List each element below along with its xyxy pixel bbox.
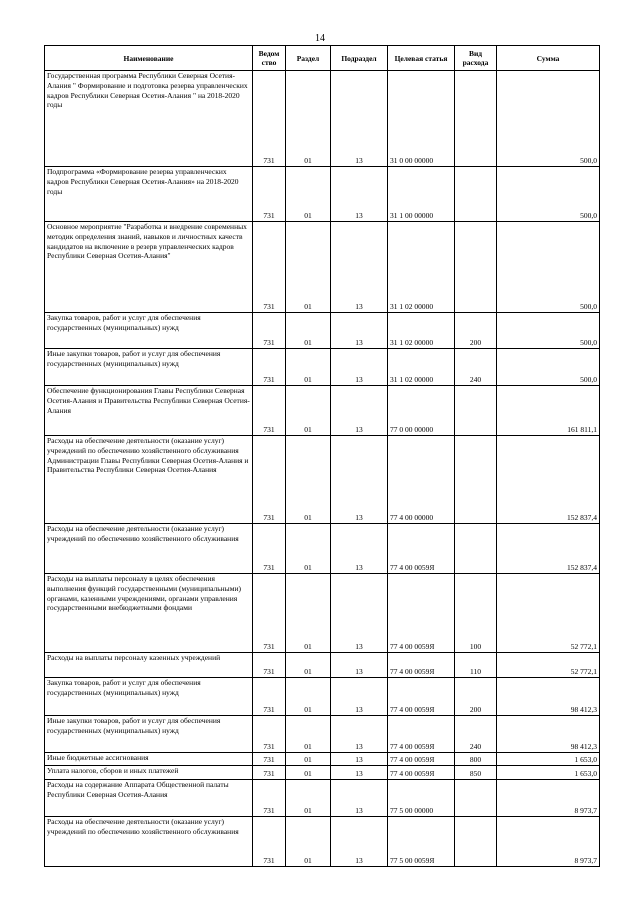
row-subsection: 13 — [331, 574, 388, 653]
row-target: 77 4 00 0059Я — [388, 653, 455, 678]
row-section: 01 — [286, 678, 331, 716]
row-amount: 98 412,3 — [497, 716, 600, 753]
table-row — [45, 71, 600, 167]
header-subsection: Подраздел — [331, 46, 388, 71]
row-target: 77 4 00 0059Я — [388, 574, 455, 653]
row-name: Уплата налогов, сборов и иных платежей — [45, 766, 253, 780]
row-ministry: 731 — [253, 524, 286, 574]
row-target: 77 5 00 00000 — [388, 780, 455, 817]
row-subsection: 13 — [331, 313, 388, 349]
row-subsection: 13 — [331, 524, 388, 574]
row-subsection: 13 — [331, 349, 388, 386]
row-subsection: 13 — [331, 71, 388, 167]
table-row — [45, 313, 600, 349]
row-name: Иные закупки товаров, работ и услуг для обеспечения государственных (муниципальных) нужд — [45, 716, 253, 753]
row-subsection: 13 — [331, 222, 388, 313]
table-row — [45, 766, 600, 780]
row-amount: 500,0 — [497, 313, 600, 349]
row-expense-type: 240 — [455, 349, 497, 386]
row-section: 01 — [286, 766, 331, 780]
header-target: Целевая статья — [388, 46, 455, 71]
row-subsection: 13 — [331, 436, 388, 524]
row-section: 01 — [286, 386, 331, 436]
row-target: 31 1 02 00000 — [388, 349, 455, 386]
row-expense-type: 850 — [455, 766, 497, 780]
row-amount: 52 772,1 — [497, 653, 600, 678]
row-ministry: 731 — [253, 167, 286, 222]
page-number: 14 — [315, 33, 325, 44]
row-amount: 98 412,3 — [497, 678, 600, 716]
table-row — [45, 524, 600, 574]
row-target: 77 4 00 00000 — [388, 436, 455, 524]
row-amount: 52 772,1 — [497, 574, 600, 653]
header-ministry: Ведом ство — [253, 46, 286, 71]
row-amount: 161 811,1 — [497, 386, 600, 436]
row-section: 01 — [286, 313, 331, 349]
table-row — [45, 574, 600, 653]
table-row — [45, 817, 600, 867]
row-subsection: 13 — [331, 167, 388, 222]
row-section: 01 — [286, 524, 331, 574]
row-name: Обеспечение функционирования Главы Республики Северная Осетия-Алания и Правительства Республики Северная Осетия-Алания — [45, 386, 253, 436]
row-subsection: 13 — [331, 753, 388, 766]
row-name: Закупка товаров, работ и услуг для обеспечения государственных (муниципальных) нужд — [45, 313, 253, 349]
row-name: Иные закупки товаров, работ и услуг для обеспечения государственных (муниципальных) нужд — [45, 349, 253, 386]
row-target: 31 1 02 00000 — [388, 222, 455, 313]
row-ministry: 731 — [253, 222, 286, 313]
table-row — [45, 716, 600, 753]
header-name: Наименование — [45, 46, 253, 71]
row-section: 01 — [286, 780, 331, 817]
row-ministry: 731 — [253, 313, 286, 349]
row-target: 77 4 00 0059Я — [388, 766, 455, 780]
header-expense-type: Вид расхода — [455, 46, 497, 71]
row-target: 77 4 00 0059Я — [388, 716, 455, 753]
header-amount: Сумма — [497, 46, 600, 71]
row-name: Иные бюджетные ассигнования — [45, 753, 253, 766]
row-section: 01 — [286, 574, 331, 653]
row-subsection: 13 — [331, 386, 388, 436]
row-expense-type — [455, 71, 497, 167]
row-amount: 8 973,7 — [497, 780, 600, 817]
row-section: 01 — [286, 71, 331, 167]
row-expense-type: 100 — [455, 574, 497, 653]
row-target: 77 4 00 0059Я — [388, 524, 455, 574]
row-ministry: 731 — [253, 780, 286, 817]
row-amount: 152 837,4 — [497, 436, 600, 524]
row-ministry: 731 — [253, 574, 286, 653]
budget-table — [44, 45, 600, 867]
row-name: Расходы на обеспечение деятельности (оказание услуг) учреждений по обеспечению хозяйственного обслуживания Администрации Главы Республики Северная Осетия-Алания и Правительства Республики Северная Осетия-Алания — [45, 436, 253, 524]
row-target: 31 0 00 00000 — [388, 71, 455, 167]
row-section: 01 — [286, 753, 331, 766]
row-target: 77 5 00 0059Я — [388, 817, 455, 867]
row-ministry: 731 — [253, 71, 286, 167]
row-expense-type — [455, 524, 497, 574]
row-expense-type — [455, 780, 497, 817]
table-header-row — [45, 46, 600, 71]
row-expense-type: 110 — [455, 653, 497, 678]
row-ministry: 731 — [253, 817, 286, 867]
row-name: Расходы на обеспечение деятельности (оказание услуг) учреждений по обеспечению хозяйственного обслуживания — [45, 817, 253, 867]
row-target: 77 0 00 00000 — [388, 386, 455, 436]
row-name: Государственная программа Республики Северная Осетия-Алания " Формирование и подготовка резерва управленческих кадров Республики Северная Осетия-Алания " на 2018-2020 годы — [45, 71, 253, 167]
row-expense-type: 200 — [455, 313, 497, 349]
row-expense-type: 200 — [455, 678, 497, 716]
row-ministry: 731 — [253, 436, 286, 524]
row-amount: 500,0 — [497, 349, 600, 386]
table-row — [45, 678, 600, 716]
row-name: Расходы на выплаты персоналу в целях обеспечения выполнения функций государственными (муниципальными) органами, казенными учреждениями, органами управления государственными внебюджетными фондами — [45, 574, 253, 653]
row-subsection: 13 — [331, 716, 388, 753]
row-section: 01 — [286, 436, 331, 524]
row-section: 01 — [286, 222, 331, 313]
row-target: 77 4 00 0059Я — [388, 753, 455, 766]
header-section: Раздел — [286, 46, 331, 71]
row-target: 31 1 02 00000 — [388, 313, 455, 349]
table-row — [45, 386, 600, 436]
row-amount: 152 837,4 — [497, 524, 600, 574]
table-row — [45, 167, 600, 222]
row-subsection: 13 — [331, 766, 388, 780]
row-name: Расходы на содержание Аппарата Общественной палаты Республики Северная Осетия-Алания — [45, 780, 253, 817]
row-ministry: 731 — [253, 766, 286, 780]
row-amount: 1 653,0 — [497, 753, 600, 766]
row-ministry: 731 — [253, 753, 286, 766]
row-name: Расходы на обеспечение деятельности (оказание услуг) учреждений по обеспечению хозяйственного обслуживания — [45, 524, 253, 574]
row-expense-type — [455, 386, 497, 436]
row-expense-type — [455, 167, 497, 222]
row-name: Основное мероприятие "Разработка и внедрение современных методик определения знаний, навыков и личностных качеств кандидатов на включение в резерв управленческих кадров Республики Северная Осетия-Алания" — [45, 222, 253, 313]
row-target: 77 4 00 0059Я — [388, 678, 455, 716]
row-expense-type — [455, 436, 497, 524]
table-row — [45, 222, 600, 313]
row-name: Подпрограмма «Формирование резерва управленческих кадров Республики Северная Осетия-Алания» на 2018-2020 годы — [45, 167, 253, 222]
table-row — [45, 653, 600, 678]
row-target: 31 1 00 00000 — [388, 167, 455, 222]
table-row — [45, 436, 600, 524]
row-ministry: 731 — [253, 349, 286, 386]
row-ministry: 731 — [253, 716, 286, 753]
row-expense-type: 240 — [455, 716, 497, 753]
row-subsection: 13 — [331, 678, 388, 716]
row-ministry: 731 — [253, 678, 286, 716]
row-section: 01 — [286, 716, 331, 753]
row-ministry: 731 — [253, 386, 286, 436]
row-section: 01 — [286, 167, 331, 222]
row-subsection: 13 — [331, 817, 388, 867]
row-amount: 500,0 — [497, 167, 600, 222]
row-subsection: 13 — [331, 653, 388, 678]
row-amount: 8 973,7 — [497, 817, 600, 867]
row-amount: 500,0 — [497, 222, 600, 313]
row-expense-type: 800 — [455, 753, 497, 766]
row-name: Закупка товаров, работ и услуг для обеспечения государственных (муниципальных) нужд — [45, 678, 253, 716]
row-amount: 1 653,0 — [497, 766, 600, 780]
row-subsection: 13 — [331, 780, 388, 817]
row-name: Расходы на выплаты персоналу казенных учреждений — [45, 653, 253, 678]
table-row — [45, 753, 600, 766]
row-section: 01 — [286, 653, 331, 678]
table-row — [45, 780, 600, 817]
row-expense-type — [455, 817, 497, 867]
row-expense-type — [455, 222, 497, 313]
table-row — [45, 349, 600, 386]
row-section: 01 — [286, 817, 331, 867]
row-amount: 500,0 — [497, 71, 600, 167]
row-ministry: 731 — [253, 653, 286, 678]
row-section: 01 — [286, 349, 331, 386]
